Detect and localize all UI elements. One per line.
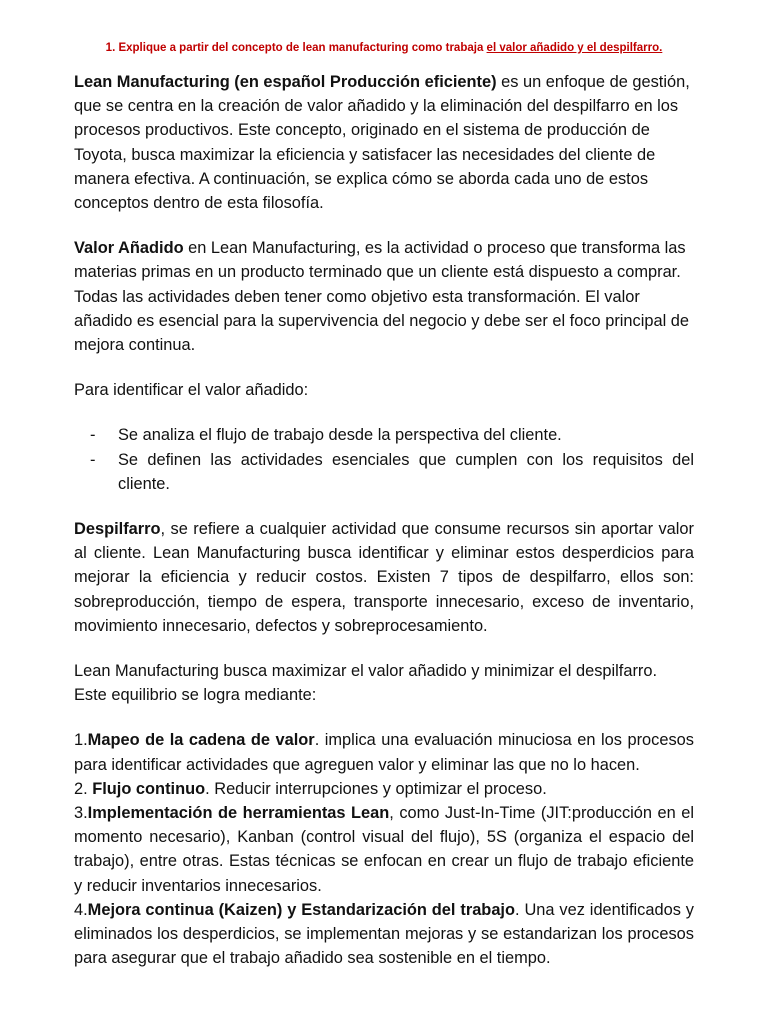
step-text: . Una vez identificados y eliminados los desperdicios, se implementan mejoras y se estandarizan los procesos para asegurar que el trabajo añadido sea sostenible en el tiempo.	[74, 900, 695, 968]
step-title: Mejora continua (Kaizen) y Estandarización del trabajo	[87, 900, 516, 919]
steps-list	[74, 728, 694, 970]
list-item: - Se analiza el flujo de trabajo desde la perspectiva del cliente.	[90, 423, 694, 447]
identificar-list	[74, 423, 694, 496]
step-text: . implica una evaluación minuciosa en los procesos para identificar actividades que agreguen valor y eliminar las que no lo hacen.	[74, 731, 694, 774]
valor-bold: Valor Añadido	[74, 239, 184, 258]
step-text: , como Just-In-Time (JIT:producción en el momento necesario), Kanban (control visual del flujo), 5S (organiza el espacio del trabajo), entre otras. Estas técnicas se enfocan en crear un flujo de trabajo eficiente y reducir inventarios innecesarios.	[74, 804, 694, 895]
valor-text: en Lean Manufacturing, es la actividad o proceso que transforma las materias primas en un producto terminado que un cliente está dispuesto a comprar. Todas las actividades deben tener como objetivo esta transformación. El valor añadido es esencial para la supervivencia del negocio y debe ser el foco principal de mejora continua.	[74, 239, 690, 355]
despilfarro-text: , se refiere a cualquier actividad que consume recursos sin aportar valor al cliente. Lean Manufacturing busca identificar y eliminar estos desperdicios para mejorar la eficiencia y reducir costos. Existen 7 tipos de despilfarro, ellos son: sobreproducción, tiempo de espera, transporte innecesario, exceso de inventario, movimiento innecesario, defectos y sobreprocesamiento.	[74, 520, 694, 635]
step-number: 1.	[74, 731, 88, 750]
valor-paragraph	[74, 236, 694, 357]
despilfarro-bold: Despilfarro	[74, 520, 161, 539]
balance-paragraph: Lean Manufacturing busca maximizar el valor añadido y minimizar el despilfarro. Este equilibrio se logra mediante:	[74, 662, 658, 705]
step-number: 4.	[74, 900, 88, 919]
step-title: Implementación de herramientas Lean	[87, 804, 390, 823]
step-item	[74, 898, 694, 971]
question-heading	[74, 40, 694, 56]
list-item: - Se definen las actividades esenciales que cumplen con los requisitos del cliente.	[90, 448, 694, 496]
despilfarro-paragraph	[74, 517, 694, 638]
step-item	[74, 801, 694, 898]
step-item	[74, 777, 694, 801]
question-heading-text: 1. Explique a partir del concepto de lean manufacturing como trabaja	[105, 42, 487, 54]
step-title: Flujo continuo	[92, 779, 206, 798]
step-number: 3.	[74, 804, 88, 823]
step-text: . Reducir interrupciones y optimizar el proceso.	[205, 779, 547, 798]
identificar-lead: Para identificar el valor añadido:	[74, 381, 309, 400]
step-item	[74, 728, 694, 776]
intro-text: es un enfoque de gestión, que se centra en la creación de valor añadido y la eliminación del despilfarro en los procesos productivos. Este concepto, originado en el sistema de producción de Toyota, busca maximizar la eficiencia y satisfacer las necesidades del cliente de manera efectiva. A continuación, se explica cómo se aborda cada uno de estos conceptos dentro de esta filosofía.	[74, 73, 690, 213]
intro-paragraph	[74, 70, 694, 215]
question-heading-underlined: el valor añadido y el despilfarro.	[486, 42, 663, 54]
intro-bold: Lean Manufacturing (en español Producción eficiente)	[74, 73, 497, 91]
step-number: 2.	[74, 779, 93, 798]
step-title: Mapeo de la cadena de valor	[87, 731, 315, 750]
